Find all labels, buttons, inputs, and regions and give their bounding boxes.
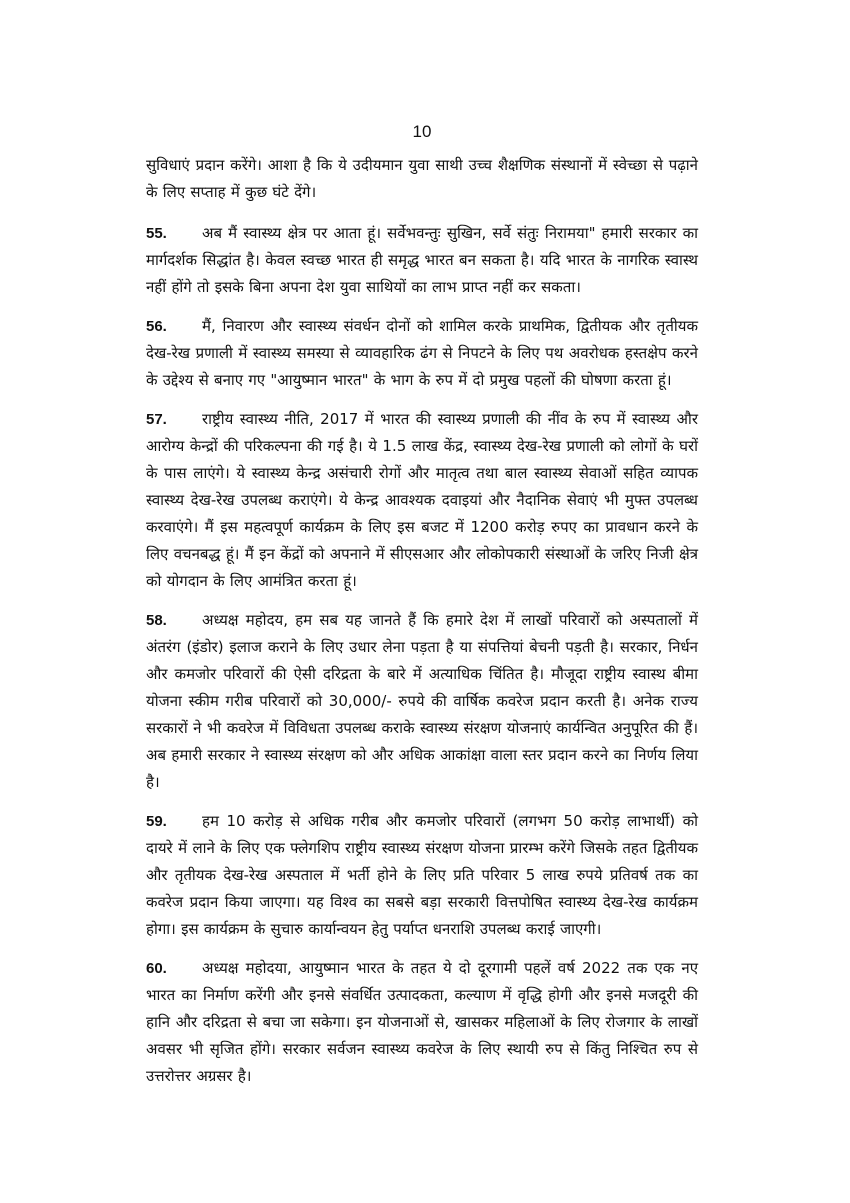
paragraph-59 xyxy=(146,808,698,943)
paragraph-60 xyxy=(146,955,698,1090)
paragraph-55 xyxy=(146,220,698,301)
paragraph-number: 56. xyxy=(146,318,167,335)
paragraph-text: अध्यक्ष महोदया, आयुष्मान भारत के तहत ये दो दूरगामी पहलें वर्ष 2022 तक एक नए भारत का निर्माण करेंगी और इनसे संवर्धित उत्पादकता, कल्याण में वृद्धि होगी और इनसे मजदूरी की हानि और दरिद्रता से बचा जा सकेगा। इन योजनाओं से, खासकर महिलाओं के लिए रोजगार के लाखों अवसर भी सृजित होंगे। सरकार सर्वजन स्वास्थ्य कवरेज के लिए स्थायी रुप से किंतु निश्चित रुप से उत्तरोत्तर अग्रसर है। xyxy=(146,959,698,1085)
continuation-paragraph: सुविधाएं प्रदान करेंगे। आशा है कि ये उदीयमान युवा साथी उच्च शैक्षणिक संस्थानों में स्वेच्छा से पढ़ाने के लिए सप्ताह में कुछ घंटे देंगे। xyxy=(146,156,698,201)
paragraph-56 xyxy=(146,313,698,394)
page-number: 10 xyxy=(412,122,432,141)
paragraph-58 xyxy=(146,607,698,796)
paragraph-text: अब मैं स्वास्थ्य क्षेत्र पर आता हूं। सर्वेभवन्तुः सुखिन, सर्वे संतुः निरामया" हमारी सरकार का मार्गदर्शक सिद्धांत है। केवल स्वच्छ भारत ही समृद्ध भारत बन सकता है। यदि भारत के नागरिक स्वास्थ नहीं होंगे तो इसके बिना अपना देश युवा साथियों का लाभ प्राप्त नहीं कर सकता। xyxy=(146,224,698,296)
paragraph-text: हम 10 करोड़ से अधिक गरीब और कमजोर परिवारों (लगभग 50 करोड़ लाभार्थी) को दायरे में लाने के लिए एक फ्लेगशिप राष्ट्रीय स्वास्थ्य संरक्षण योजना प्रारम्भ करेंगे जिसके तहत द्वितीयक और तृतीयक देख-रेख अस्पताल में भर्ती होने के लिए प्रति परिवार 5 लाख रुपये प्रतिवर्ष तक का कवरेज प्रदान किया जाएगा। यह विश्व का सबसे बड़ा सरकारी वित्तपोषित स्वास्थ्य देख-रेख कार्यक्रम होगा। इस कार्यक्रम के सुचारु कार्यान्वयन हेतु पर्याप्त धनराशि उपलब्ध कराई जाएगी। xyxy=(146,812,698,938)
paragraph-number: 55. xyxy=(146,225,167,242)
document-page xyxy=(146,120,698,1102)
paragraph-57 xyxy=(146,406,698,595)
paragraph-text: राष्ट्रीय स्वास्थ्य नीति, 2017 में भारत की स्वास्थ्य प्रणाली की नींव के रुप में स्वास्थ्य और आरोग्य केन्द्रों की परिकल्पना की गई है। ये 1.5 लाख केंद्र, स्वास्थ्य देख-रेख प्रणाली को लोगों के घरों के पास लाएंगे। ये स्वास्थ्य केन्द्र असंचारी रोगों और मातृत्व तथा बाल स्वास्थ्य सेवाओं सहित व्यापक स्वास्थ्य देख-रेख उपलब्ध कराएंगे। ये केन्द्र आवश्यक दवाइयां और नैदानिक सेवाएं भी मुफ्त उपलब्ध करवाएंगे। मैं इस महत्वपूर्ण कार्यक्रम के लिए इस बजट में 1200 करोड़ रुपए का प्रावधान करने के लिए वचनबद्ध हूं। मैं इन केंद्रों को अपनाने में सीएसआर और लोकोपकारी संस्थाओं के जरिए निजी क्षेत्र को योगदान के लिए आमंत्रित करता हूं। xyxy=(146,410,698,590)
paragraph-number: 58. xyxy=(146,612,167,629)
paragraph-text: अध्यक्ष महोदय, हम सब यह जानते हैं कि हमारे देश में लाखों परिवारों को अस्पतालों में अंतरंग (इंडोर) इलाज कराने के लिए उधार लेना पड़ता है या संपत्तियां बेचनी पड़ती है। सरकार, निर्धन और कमजोर परिवारों की ऐसी दरिद्रता के बारे में अत्याधिक चिंतित है। मौजूदा राष्ट्रीय स्वास्थ बीमा योजना स्कीम गरीब परिवारों को 30,000/- रुपये की वार्षिक कवरेज प्रदान करती है। अनेक राज्य सरकारों ने भी कवरेज में विविधता उपलब्ध कराके स्वास्थ्य संरक्षण योजनाएं कार्यन्वित अनुपूरित की हैं। अब हमारी सरकार ने स्वास्थ्य संरक्षण को और अधिक आकांक्षा वाला स्तर प्रदान करने का निर्णय लिया है। xyxy=(146,611,698,791)
paragraph-number: 57. xyxy=(146,411,167,428)
paragraph-number: 59. xyxy=(146,813,167,830)
paragraph-text: मैं, निवारण और स्वास्थ्य संवर्धन दोनों को शामिल करके प्राथमिक, द्वितीयक और तृतीयक देख-रेख प्रणाली में स्वास्थ्य समस्या से व्यावहारिक ढंग से निपटने के लिए पथ अवरोधक हस्तक्षेप करने के उद्देश्य से बनाए गए "आयुष्मान भारत" के भाग के रुप में दो प्रमुख पहलों की घोषणा करता हूं। xyxy=(146,317,698,389)
paragraph-number: 60. xyxy=(146,960,167,977)
